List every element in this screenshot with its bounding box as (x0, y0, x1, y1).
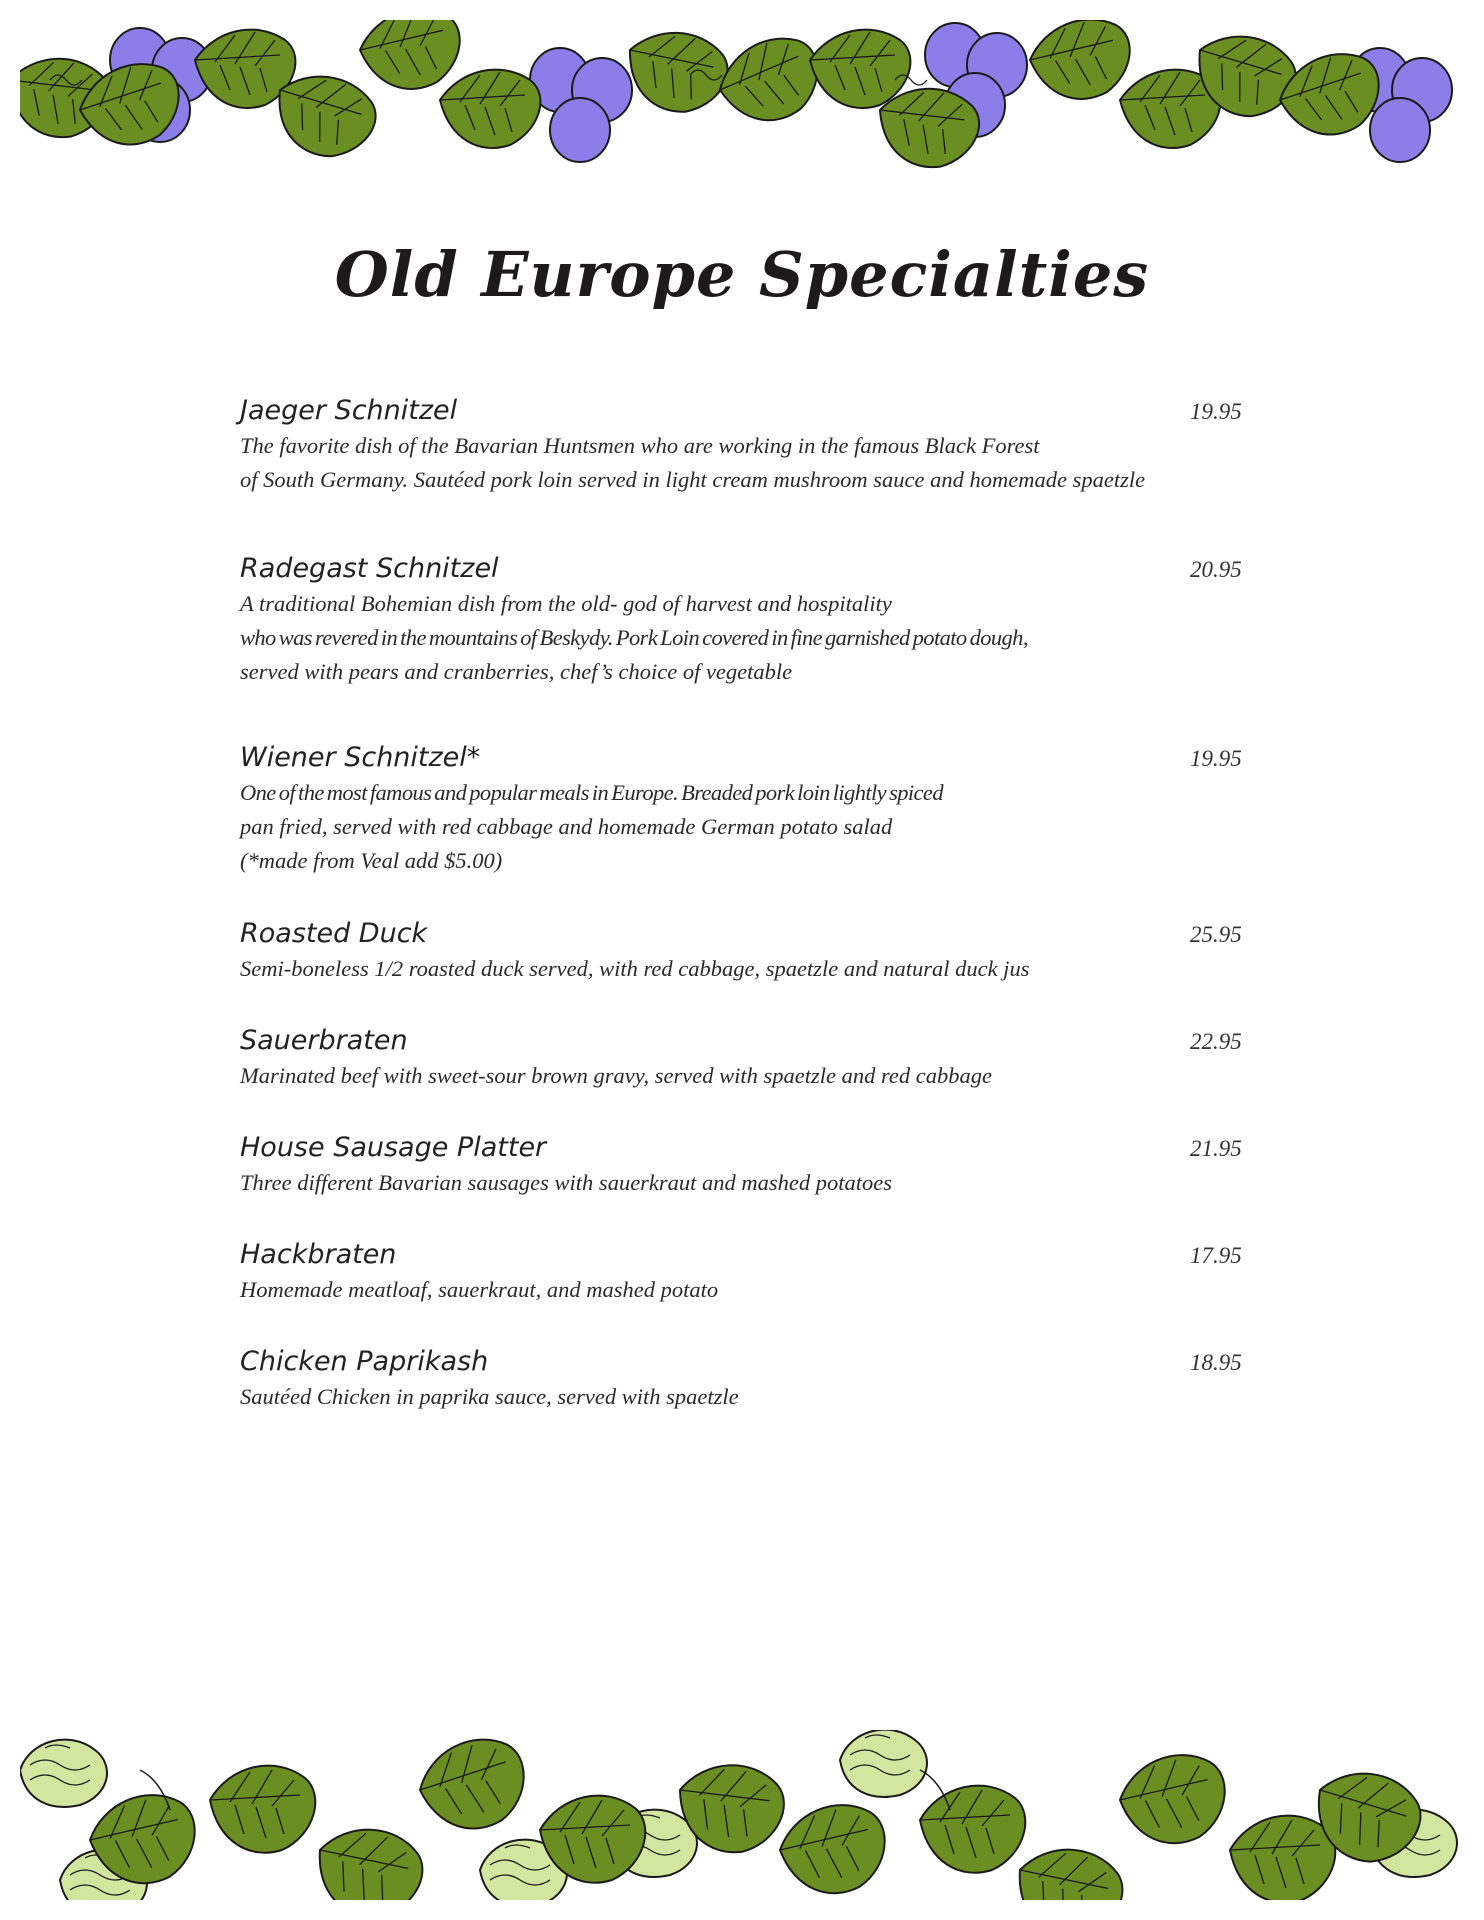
dish-description: Sautéed Chicken in paprika sauce, served with spaetzle (240, 1384, 739, 1409)
dish-name: House Sausage Platter (240, 1132, 547, 1163)
page-title: Old Europe Specialties (334, 238, 1150, 311)
dish-price: 25.95 (1190, 922, 1242, 947)
menu-item (240, 917, 1280, 1024)
dish-name: Hackbraten (240, 1239, 397, 1270)
grape-vine-border-top (20, 20, 1464, 180)
dish-price: 20.95 (1190, 557, 1242, 582)
dish-description: A traditional Bohemian dish from the old- god of harvest and hospitality who was revered in the mountains of Beskydy. Pork Loin covered in fine garnished potato dough, served with pears and cranberries, chef’s choice of vegetable (240, 591, 1028, 684)
dish-price: 21.95 (1190, 1136, 1242, 1161)
hop-vine-illustration (20, 1730, 1464, 1900)
menu-item (240, 1024, 1280, 1131)
menu-list (240, 394, 1280, 1425)
menu-item (240, 1131, 1280, 1238)
dish-description: Three different Bavarian sausages with sauerkraut and mashed potatoes (240, 1170, 893, 1195)
dish-name: Sauerbraten (240, 1025, 408, 1056)
dish-price: 19.95 (1190, 746, 1242, 771)
hop-vine-border-bottom (20, 1730, 1464, 1900)
dish-description: One of the most famous and popular meals in Europe. Breaded pork loin lightly spiced pan fried, served with red cabbage and homemade German potato salad (*made from Veal add $5.00) (240, 780, 943, 873)
menu-item (240, 552, 1280, 741)
dish-description: Homemade meatloaf, sauerkraut, and mashed potato (240, 1277, 719, 1302)
dish-description: Marinated beef with sweet-sour brown gravy, served with spaetzle and red cabbage (240, 1063, 992, 1088)
dish-name: Roasted Duck (240, 918, 428, 949)
dish-description: The favorite dish of the Bavarian Huntsmen who are working in the famous Black Forest of South Germany. Sautéed pork loin served in light cream mushroom sauce and homemade spaetzle (240, 433, 1146, 492)
dish-name: Wiener Schnitzel* (240, 742, 481, 773)
grape-vine-illustration (20, 20, 1464, 180)
menu-item (240, 1345, 1280, 1425)
dish-name: Jaeger Schnitzel (240, 395, 458, 426)
dish-name: Radegast Schnitzel (240, 553, 499, 584)
dish-price: 22.95 (1190, 1029, 1242, 1054)
menu-item (240, 1238, 1280, 1345)
dish-price: 17.95 (1190, 1243, 1242, 1268)
menu-item (240, 741, 1280, 917)
dish-description: Semi-boneless 1/2 roasted duck served, with red cabbage, spaetzle and natural duck jus (240, 956, 1030, 981)
dish-price: 18.95 (1190, 1350, 1242, 1375)
dish-name: Chicken Paprikash (240, 1346, 489, 1377)
menu-item (240, 394, 1280, 552)
dish-price: 19.95 (1190, 399, 1242, 424)
